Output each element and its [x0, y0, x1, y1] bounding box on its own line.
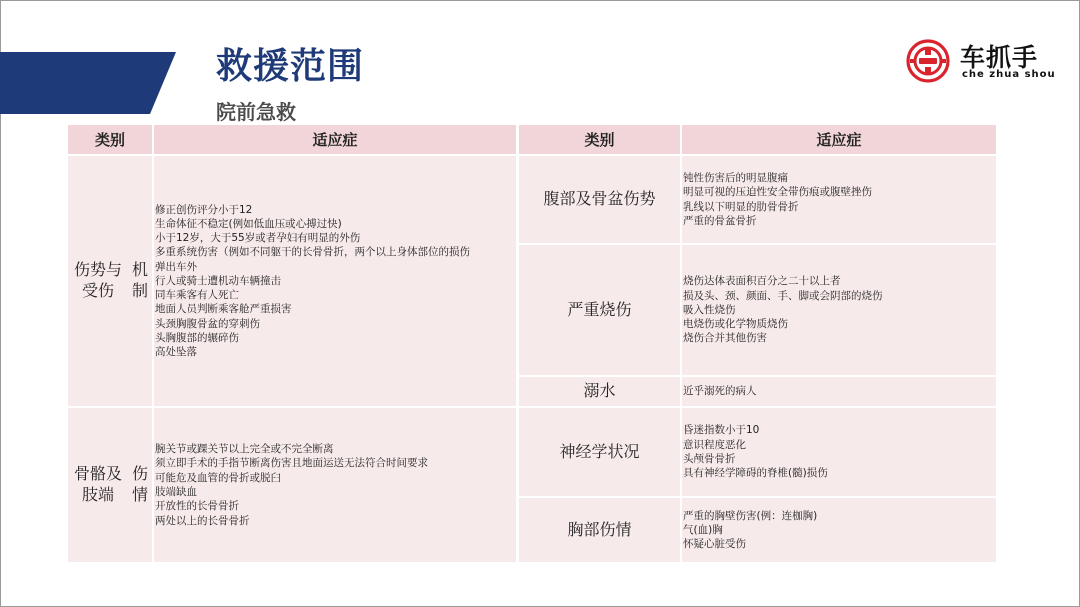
list-item: 多重系统伤害（例如不同躯干的长骨骨折，两个以上身体部位的损伤 — [155, 246, 470, 259]
brand-logo — [906, 38, 1056, 86]
indications-chest — [682, 498, 996, 562]
category-drowning: 溺水 — [519, 377, 680, 406]
list-item: 具有神经学障碍的脊椎(髓)损伤 — [683, 467, 828, 480]
list-item: 生命体征不稳定(例如低血压或心搏过快) — [155, 218, 342, 231]
col-header-indication-left: 适应症 — [154, 125, 516, 154]
list-item: 严重的胸壁伤害(例：连枷胸) — [683, 509, 818, 522]
list-item: 近乎溺死的病人 — [683, 385, 757, 398]
list-item: 烧伤合并其他伤害 — [683, 332, 767, 345]
indications-drowning — [682, 377, 996, 406]
list-item: 钝性伤害后的明显腹痛 — [683, 171, 788, 184]
category-injury-mechanism: 伤势与受伤 机制 — [68, 156, 152, 406]
list-item: 损及头、颈、颜面、手、脚或会阴部的烧伤 — [683, 289, 883, 302]
list-item: 吸入性烧伤 — [683, 303, 736, 316]
category-neurological: 神经学状况 — [519, 408, 680, 496]
list-item: 开放性的长骨骨折 — [155, 500, 239, 513]
navy-banner — [0, 52, 176, 114]
indications-neurological — [682, 408, 996, 496]
list-item: 两处以上的长骨骨折 — [155, 514, 250, 527]
category-chest: 胸部伤情 — [519, 498, 680, 562]
list-item: 头颅骨骨折 — [683, 453, 736, 465]
indications-abdomen-pelvis — [682, 156, 996, 243]
page-title: 救援范围 — [216, 46, 365, 87]
col-header-category-right: 类别 — [519, 125, 680, 154]
indications-injury-mechanism — [154, 156, 516, 406]
list-item: 肢端缺血 — [155, 486, 197, 498]
list-item: 地面人员判断乘客舱严重损害 — [155, 303, 292, 316]
col-header-indication-right: 适应症 — [682, 125, 996, 154]
list-item: 烧伤达体表面积百分之二十以上者 — [683, 275, 841, 288]
list-item: 电烧伤或化学物质烧伤 — [683, 318, 788, 331]
list-item: 行人或骑士遭机动车辆撞击 — [155, 274, 281, 287]
category-abdomen-pelvis: 腹部及骨盆伤势 — [519, 156, 680, 243]
list-item: 昏迷指数小于10 — [683, 424, 760, 437]
brand-pinyin: che zhua shou — [962, 69, 1056, 80]
page-subtitle: 院前急救 — [216, 100, 296, 124]
list-item: 头颈胸腹骨盆的穿刺伤 — [155, 317, 260, 330]
indications-bone-limb — [154, 408, 516, 562]
list-item: 气(血)胸 — [683, 523, 723, 536]
brand-name: 车抓手 — [960, 43, 1039, 72]
list-item: 明显可视的压迫性安全带伤痕或腹壁挫伤 — [683, 186, 872, 199]
list-item: 高处坠落 — [155, 345, 197, 358]
category-severe-burns: 严重烧伤 — [519, 245, 680, 375]
category-bone-limb: 骨骼及肢端 伤情 — [68, 408, 152, 562]
list-item: 意识程度恶化 — [683, 438, 746, 451]
list-item: 头胸腹部的辗碎伤 — [155, 331, 239, 344]
list-item: 同车乘客有人死亡 — [155, 289, 239, 302]
col-header-category-left: 类别 — [68, 125, 152, 154]
brand-mark-icon — [906, 39, 950, 83]
list-item: 乳线以下明显的肋骨骨折 — [683, 200, 799, 213]
list-item: 严重的骨盆骨折 — [683, 214, 757, 227]
list-item: 小于12岁，大于55岁或者孕妇有明显的外伤 — [155, 232, 361, 245]
list-item: 腕关节或踝关节以上完全或不完全断离 — [155, 443, 334, 456]
list-item: 须立即手术的手指节断离伤害且地面运送无法符合时间要求 — [155, 457, 428, 470]
indications-severe-burns — [682, 245, 996, 375]
list-item: 怀疑心脏受伤 — [683, 538, 746, 551]
list-item: 弹出车外 — [155, 260, 197, 273]
list-item: 修正创伤评分小于12 — [155, 203, 253, 216]
list-item: 可能危及血管的骨折或脱臼 — [155, 471, 281, 484]
